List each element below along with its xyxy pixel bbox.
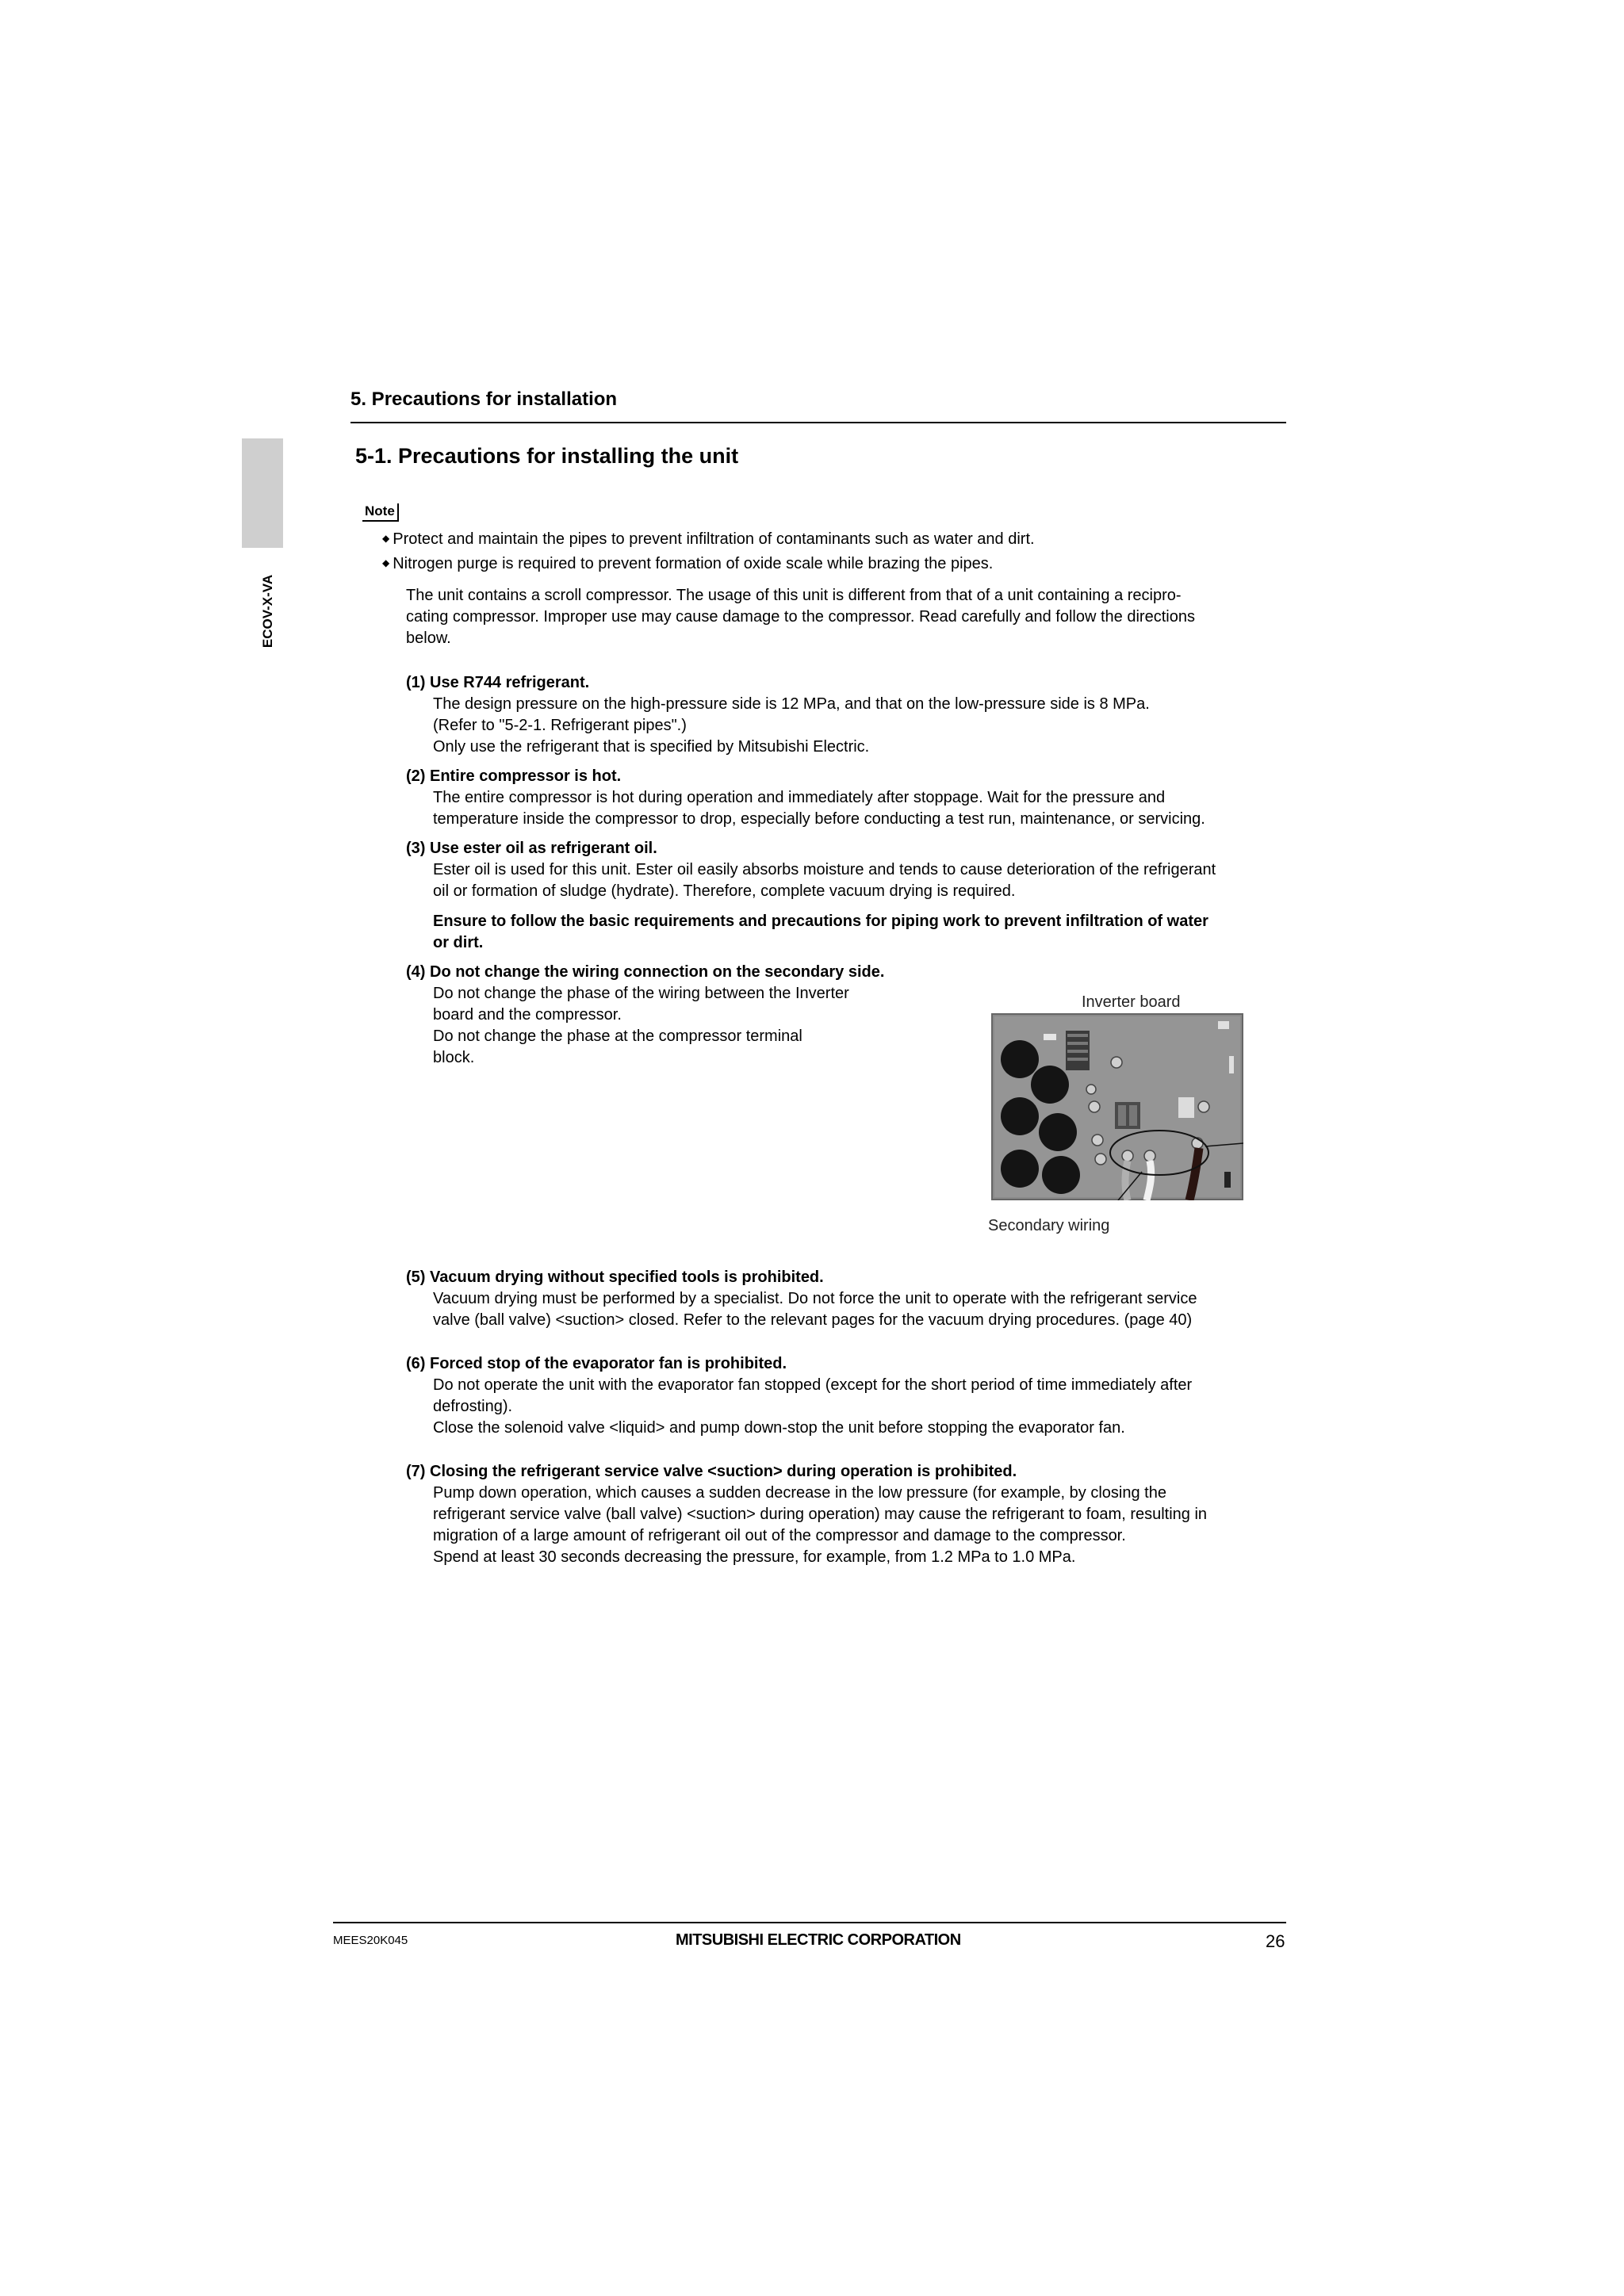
item-2-body — [433, 787, 1289, 830]
item-line: block. — [433, 1049, 475, 1066]
item-line: Only use the refrigerant that is specified by Mitsubishi Electric. — [433, 738, 870, 756]
item-3-heading: (3) Use ester oil as refrigerant oil. — [406, 840, 657, 857]
item-line: Close the solenoid valve <liquid> and pump down-stop the unit before stopping the evaporator fan. — [433, 1419, 1125, 1437]
item-warning-line: or dirt. — [433, 934, 484, 951]
inverter-board-image — [991, 1013, 1243, 1200]
item-line: Spend at least 30 seconds decreasing the pressure, for example, from 1.2 MPa to 1.0 MPa. — [433, 1548, 1076, 1566]
item-3-warning — [433, 911, 1289, 954]
footer-rule — [333, 1922, 1286, 1923]
section-title: 5. Precautions for installation — [350, 388, 618, 410]
item-2-heading: (2) Entire compressor is hot. — [406, 767, 622, 785]
item-line: Vacuum drying must be performed by a specialist. Do not force the unit to operate with the refrigerant service — [433, 1290, 1197, 1307]
item-warning-line: Ensure to follow the basic requirements and precautions for piping work to prevent infiltration of water — [433, 913, 1208, 930]
item-5-body — [433, 1288, 1289, 1331]
subsection-title: 5-1. Precautions for installing the unit — [355, 444, 739, 468]
figure-label-inverter-board: Inverter board — [1082, 993, 1181, 1011]
item-line: Do not change the phase of the wiring between the Inverter — [433, 985, 849, 1002]
item-line: Do not change the phase at the compressor terminal — [433, 1027, 802, 1045]
item-line: migration of a large amount of refrigerant oil out of the compressor and damage to the compressor. — [433, 1527, 1126, 1544]
intro-line: The unit contains a scroll compressor. The usage of this unit is different from that of a unit containing a recipro- — [406, 587, 1182, 604]
item-line: refrigerant service valve (ball valve) <suction> during operation) may cause the refrigerant to foam, resulting in — [433, 1506, 1208, 1523]
item-line: (Refer to "5-2-1. Refrigerant pipes".) — [433, 717, 687, 734]
item-line: board and the compressor. — [433, 1006, 622, 1024]
header-rule — [350, 422, 1286, 423]
intro-paragraph — [406, 585, 1286, 649]
document-code: MEES20K045 — [333, 1934, 408, 1947]
diamond-bullet-icon: ◆ — [382, 533, 390, 544]
item-line: Do not operate the unit with the evaporator fan stopped (except for the short period of time immediately after — [433, 1376, 1193, 1394]
item-6-heading: (6) Forced stop of the evaporator fan is prohibited. — [406, 1355, 787, 1372]
page-number: 26 — [1266, 1931, 1285, 1951]
note-tag: Note — [362, 503, 399, 522]
item-line: defrosting). — [433, 1398, 513, 1415]
item-line: The design pressure on the high-pressure side is 12 MPa, and that on the low-pressure side is 8 MPa. — [433, 695, 1150, 713]
item-line: oil or formation of sludge (hydrate). Therefore, complete vacuum drying is required. — [433, 882, 1016, 900]
item-6-body — [433, 1375, 1289, 1439]
item-7-heading: (7) Closing the refrigerant service valve <suction> during operation is prohibited. — [406, 1463, 1017, 1480]
item-4-body — [433, 983, 901, 1069]
item-3-body — [433, 859, 1289, 902]
side-tab-label: ECOV-X-VA — [260, 574, 275, 649]
note-bullet-text: Nitrogen purge is required to prevent formation of oxide scale while brazing the pipes. — [393, 555, 994, 572]
item-line: temperature inside the compressor to drop, especially before conducting a test run, maintenance, or servicing. — [433, 810, 1205, 828]
note-bullet-2 — [382, 553, 993, 574]
note-bullet-1 — [382, 528, 1035, 549]
intro-line: below. — [406, 629, 451, 647]
figure-label-secondary-wiring: Secondary wiring — [988, 1217, 1110, 1234]
item-line: valve (ball valve) <suction> closed. Refer to the relevant pages for the vacuum drying procedures. (page 40) — [433, 1311, 1193, 1329]
item-line: Pump down operation, which causes a sudden decrease in the low pressure (for example, by closing the — [433, 1484, 1166, 1502]
item-5-heading: (5) Vacuum drying without specified tools is prohibited. — [406, 1269, 824, 1286]
intro-line: cating compressor. Improper use may cause damage to the compressor. Read carefully and follow the directions — [406, 608, 1195, 626]
diamond-bullet-icon: ◆ — [382, 557, 390, 568]
item-1-heading: (1) Use R744 refrigerant. — [406, 674, 590, 691]
side-tab-bar — [242, 438, 283, 548]
item-1-body — [433, 694, 1289, 758]
item-line: The entire compressor is hot during operation and immediately after stoppage. Wait for the pressure and — [433, 789, 1166, 806]
item-4-heading: (4) Do not change the wiring connection on the secondary side. — [406, 963, 885, 981]
note-bullet-text: Protect and maintain the pipes to prevent infiltration of contaminants such as water and dirt. — [393, 530, 1035, 548]
footer-corporation: MITSUBISHI ELECTRIC CORPORATION — [676, 1931, 961, 1949]
item-7-body — [433, 1483, 1289, 1568]
item-line: Ester oil is used for this unit. Ester oil easily absorbs moisture and tends to cause deterioration of the refrigerant — [433, 861, 1216, 878]
